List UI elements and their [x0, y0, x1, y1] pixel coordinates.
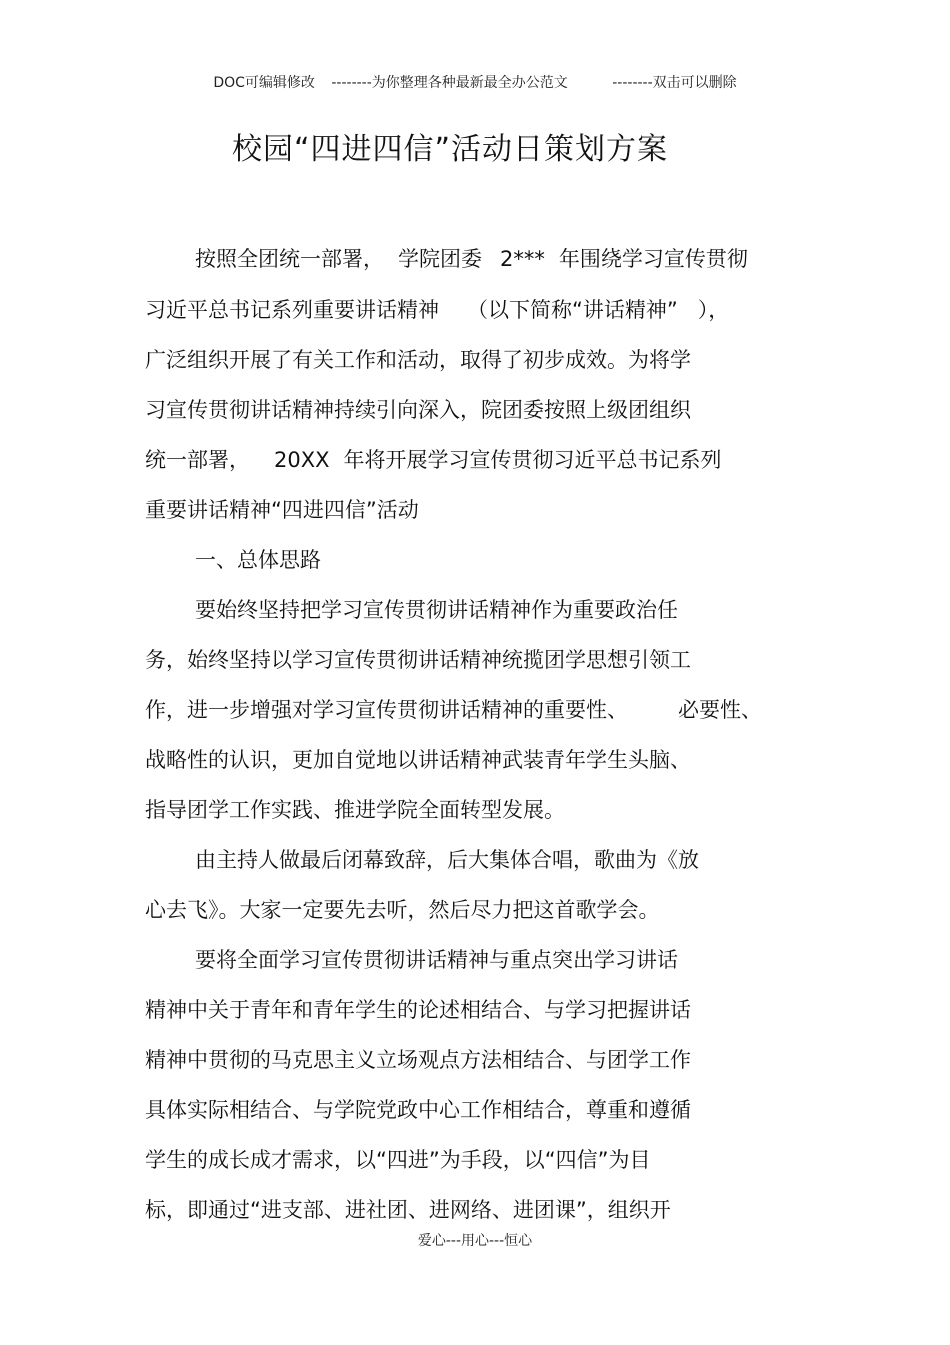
section-heading: 一、总体思路	[195, 548, 321, 572]
page-footer: 爱心---用心---恒心	[417, 1233, 533, 1249]
header-delete-hint: --------双击可以删除	[612, 75, 737, 91]
document-title: 校园“四进四信”活动日策划方案	[231, 132, 669, 167]
text-run: 2***	[500, 247, 545, 271]
body-line: 重要讲话精神“四进四信”活动	[145, 498, 419, 522]
body-line: 习宣传贯彻讲话精神持续引向深入，院团委按照上级团组织	[145, 398, 691, 422]
body-line	[145, 444, 722, 474]
header-description: --------为你整理各种最新最全办公范文	[331, 75, 568, 91]
text-run: 作，进一步增强对学习宣传贯彻讲话精神的重要性、	[145, 698, 628, 722]
page-header	[0, 72, 950, 92]
body-line: 广泛组织开展了有关工作和活动，取得了初步成效。为将学	[145, 348, 691, 372]
header-doc-label: DOC可编辑修改	[213, 75, 315, 91]
text-run: 年围绕学习宣传贯彻	[558, 247, 748, 271]
body-line: 具体实际相结合、与学院党政中心工作相结合，尊重和遵循	[145, 1098, 691, 1122]
text-run: 习近平总书记系列重要讲话精神	[145, 298, 439, 322]
text-run: 按照全团统一部署，	[195, 247, 384, 271]
body-line	[195, 243, 748, 273]
text-run: 20XX	[274, 448, 330, 472]
body-line: 精神中贯彻的马克思主义立场观点方法相结合、与团学工作	[145, 1048, 691, 1072]
body-line: 心去飞》。大家一定要先去听，然后尽力把这首歌学会。	[145, 898, 660, 922]
body-line: 务，始终坚持以学习宣传贯彻讲话精神统揽团学思想引领工	[145, 648, 691, 672]
body-line: 要将全面学习宣传贯彻讲话精神与重点突出学习讲话	[195, 948, 678, 972]
text-run: 学院团委	[398, 247, 482, 271]
text-run: （以下简称“讲话精神”	[467, 298, 678, 322]
body-line	[145, 694, 762, 724]
text-run: 统一部署，	[145, 448, 250, 472]
body-line: 精神中关于青年和青年学生的论述相结合、与学习把握讲话	[145, 998, 691, 1022]
text-run: 必要性、	[678, 698, 762, 722]
text-run: 年将开展学习宣传贯彻习近平总书记系列	[343, 448, 722, 472]
body-line: 战略性的认识，更加自觉地以讲话精神武装青年学生头脑、	[145, 748, 691, 772]
body-line: 指导团学工作实践、推进学院全面转型发展。	[145, 798, 565, 822]
body-line: 要始终坚持把学习宣传贯彻讲话精神作为重要政治任	[195, 598, 678, 622]
text-run: ），	[697, 298, 730, 322]
body-line	[145, 294, 729, 324]
body-line: 由主持人做最后闭幕致辞，后大集体合唱，歌曲为《放	[195, 848, 699, 872]
body-line: 学生的成长成才需求，以“四进”为手段，以“四信”为目	[145, 1148, 651, 1172]
body-line: 标，即通过“进支部、进社团、进网络、进团课”，组织开	[145, 1198, 671, 1222]
